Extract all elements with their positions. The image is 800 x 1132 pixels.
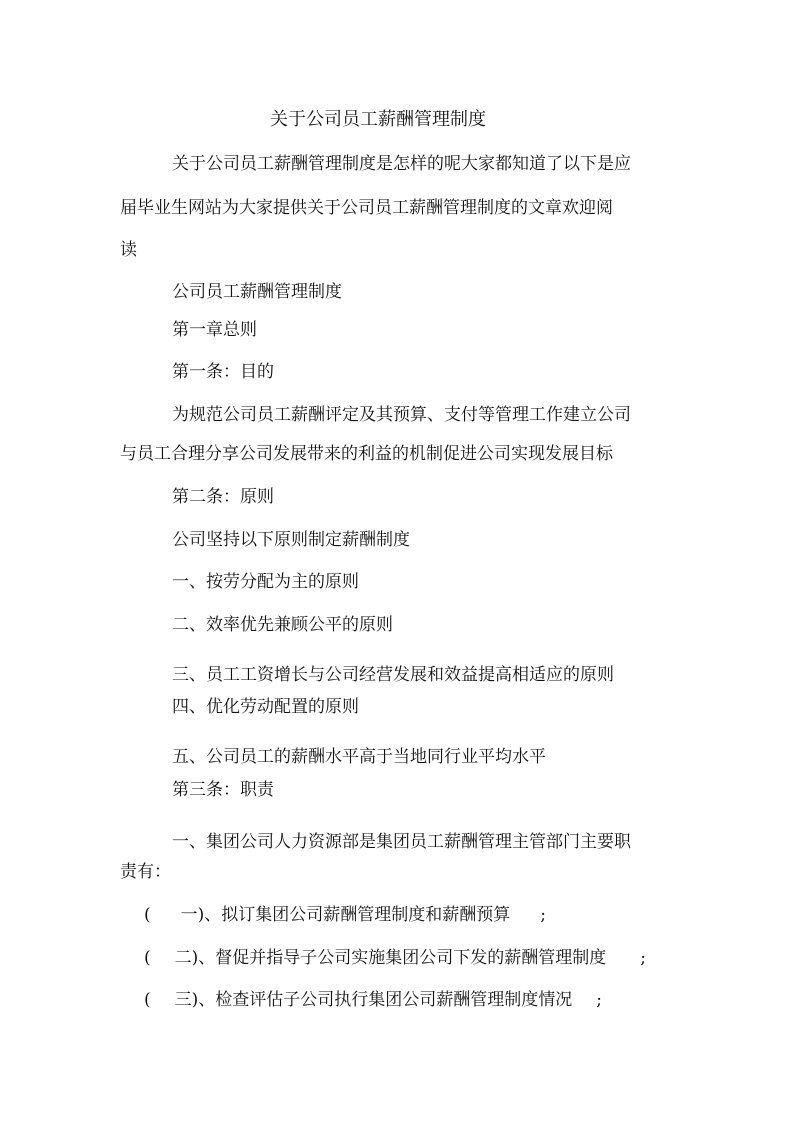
- section-heading: 公司员工薪酬管理制度: [172, 282, 342, 302]
- duty-end-mark: ;: [540, 905, 547, 925]
- document-title: 关于公司员工薪酬管理制度: [270, 109, 486, 130]
- article-2-heading: 第二条：原则: [172, 487, 274, 507]
- article-3-line-2: 责有：: [120, 862, 171, 882]
- article-3-line-1: 一、集团公司人力资源部是集团员工薪酬管理主管部门主要职: [172, 832, 631, 852]
- duty-open-paren: (: [144, 948, 151, 968]
- intro-line-2: 届毕业生网站为大家提供关于公司员工薪酬管理制度的文章欢迎阅: [120, 198, 613, 218]
- duty-open-paren: (: [144, 990, 151, 1010]
- principle-item: 二、效率优先兼顾公平的原则: [172, 615, 393, 635]
- duty-text: 、拟订集团公司薪酬管理制度和薪酬预算: [204, 905, 511, 925]
- article-1-line-1: 为规范公司员工薪酬评定及其预算、支付等管理工作建立公司: [172, 405, 631, 425]
- duty-number: 二): [174, 948, 199, 968]
- duty-number: 三): [174, 990, 199, 1010]
- duty-number: 一): [180, 905, 205, 925]
- principle-item: 五、公司员工的薪酬水平高于当地同行业平均水平: [172, 747, 546, 767]
- article-1-line-2: 与员工合理分享公司发展带来的利益的机制促进公司实现发展目标: [120, 444, 613, 464]
- chapter-heading: 第一章总则: [172, 320, 257, 340]
- duty-end-mark: ;: [640, 948, 647, 968]
- article-2-intro: 公司坚持以下原则制定薪酬制度: [172, 530, 410, 550]
- duty-item: [144, 948, 646, 968]
- principle-item: 四、优化劳动配置的原则: [172, 697, 359, 717]
- intro-line-1: 关于公司员工薪酬管理制度是怎样的呢大家都知道了以下是应: [172, 154, 631, 174]
- principle-item: 一、按劳分配为主的原则: [172, 572, 359, 592]
- duty-item: [144, 905, 546, 925]
- principle-item: 三、员工工资增长与公司经营发展和效益提高相适应的原则: [172, 665, 614, 685]
- article-1-heading: 第一条：目的: [172, 362, 274, 382]
- intro-line-3: 读: [120, 240, 137, 260]
- duty-text: 、督促并指导子公司实施集团公司下发的薪酬管理制度: [198, 948, 607, 968]
- duty-open-paren: (: [144, 905, 151, 925]
- duty-end-mark: ;: [596, 990, 603, 1010]
- article-3-heading: 第三条：职责: [172, 780, 274, 800]
- duty-text: 、检查评估子公司执行集团公司薪酬管理制度情况: [198, 990, 573, 1010]
- duty-item: [144, 990, 602, 1010]
